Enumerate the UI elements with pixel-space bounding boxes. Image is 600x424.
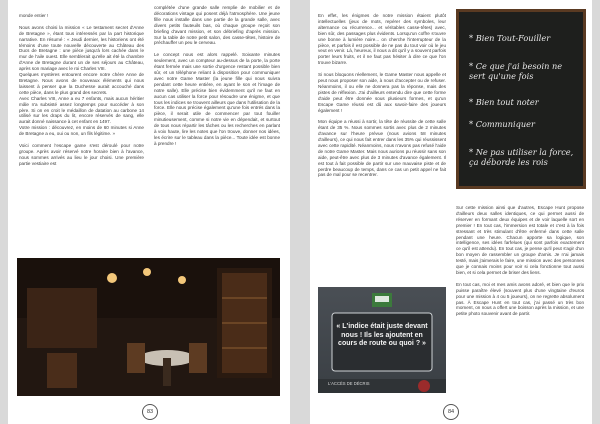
chalk-line: * Ce que j'ai besoin ne sert qu'une fois xyxy=(469,61,563,81)
right-column-1: En effet, les énigmes de notre mission étaient plutôt intellectuelles (jeux de mots, repérer des symboles, leur alternance ou récurrence... et véritables casse-têtes) avec, bien sûr, des passages plus évidents. Lorsqu'un coffre s'ouvre une bonne à lumière noire... on cherche l'interrupteur de la pièce, et parfois il est possible de ne pas du tout voir où le jeu veut en venir. Là, heureux, il nous a dit qu'il y a souvent parfois porter leurs fruits, et il ne faut pas hésiter à dire ce que l'on trouve bizarre. Si nous bloquons réellement, le Game Master nous appelle et peut nous proposer son aide, à nous d'accepter ou de refuser. Néanmoins, il ou elle ne donnera pas la réponse, mais des pistes de réflexion. J'ai d'ailleurs entendu dire que cette forme d'aide peut être donnée sous plusieurs formes, et qu'un Escape Game réussi est dû aux savoir-faire des joueurs également ! Mon équipe a réussi à sortir, la tête de réussite de cette salle étant de 35 %. Nous sommes sortis avec plus de 2 minutes d'avance sur l'heure prévue (nous avions 58 minutes d'ailleurs), ce qui nous fait entrer dans les 35% qui réussissent avec cette rapidité. Néanmoins, nous n'avons pas refusé l'aide de notre Game Master. Mais nous aurions pu réussir sans son aide, peut-être avec plus de 3 minutes d'avance également. Il est tout à fait possible de partir sur une mauvaise piste et de perdre beaucoup de temps, dans ce cas un petit appel ne fait pas de mal pour se recentrer. xyxy=(318,13,446,178)
chalk-line: * Ne pas utiliser la force, ça déborde les rois xyxy=(469,147,574,167)
left-column-2: complétée d'une grande salle remplie de mobilier et de décorations vintage qui posent déjà l'atmosphère. Une jeune fille nous installe dans une partie de la grande salle, avec divers petits fauteuils bas, où chaque groupe reçoit son briefing d'avant mission, et son débriefing d'après mission. Sur la table de notre petit salon, des casse-têtes, histoire de préchauffer un peu le cerveau. Le concept nous est alors rappelé. Soixante minutes seulement, avec un compteur au-dessus de la porte, la porte étant fermée mais une sortie d'urgence restant possible bien sûr, et un téléphone reliant à disposition pour communiquer avec notre Game Master (la jeune fille qui nous suivra pendant cette heure entière, en ayant le son et l'image de notre salle). Elle précise bien évidemment qu'il ne faut en aucun cas utiliser la force pour résoudre une énigme, et que tous les indices se trouvent ailleurs que dans l'utilisation de la force. Elle nous précise également qu'une fois entrés dans la pièce, il serait utile de commencer par tout fouiller minutieusement, comme si notre vie en dépendait, et surtout de tous nous répartir les tâches ou les recherches en parlant à voix haute, lire les notes que l'on trouve, donner nos idées, les écrire sur le tableau dans la pièce... Toute idée est bonne à prendre ! xyxy=(154,5,280,146)
chalk-line: * Communiquer xyxy=(469,119,535,129)
sign-caption: L'ACCÈS DE DÉCRIS xyxy=(328,381,370,386)
bar-interior-photo xyxy=(17,258,280,396)
left-page xyxy=(8,0,290,424)
chalkboard-photo xyxy=(456,9,586,189)
bar-interior-illustration xyxy=(17,258,280,396)
road-sign-photo xyxy=(318,287,446,393)
left-column-1: monde entier ! Nous avons choisi la mission « Le testament secret d'Anne de Bretagne », étant tous intéressés par la part historique narrative. En résumé : « Jeudi dernier, les historiens ont été témoins d'une toute nouvelle découverte au Château des Ducs de Bretagne : une pièce jusqu'à lors cachée dans le mur de l'aile ouest. Elle semblerait qu'elle ait été la chambre d'Anne de Bretagne durant un de ses séjours au Château, après son mariage avec le roi Charles VIII. Quelques mystères entourent encore notre chère Anne de Bretagne. Nous avons de nouveaux éléments qui nous laissent à penser que la Duchesse aurait accouché dans cette pièce, dans le plus grand des secrets. Avec Charles VIII, Anne a eu 7 enfants, mais aucun héritier mâle n'a subsisté assez longtemps pour succéder à son père. Si on en croit le médaillon de datation au carbone 14 utilisé sur les draps du lit, encore réservés de sang, elle aurait donné naissance à cet enfant en 1497. Votre mission : découvrez, en moins de 60 minutes si Anne de Bretagne a eu, oui ou non, un fils légitime. » Voici comment l'escape game s'est déroulé pour notre groupe. Après avoir réservé notre horaire bien à l'avance, nous sommes arrivés au lieu le jour choisi. Une première partie vestiaire est xyxy=(19,13,144,166)
right-page xyxy=(310,0,592,424)
right-column-2: Sur cette mission ainsi que d'autres, Escape Hunt propose d'ailleurs deux salles identiques, ce qui permet aussi de réserver en formant deux équipes et de voir laquelle sort en premier ! En tout cas, l'immersion est totale et c'est à la fois stressant et très stimulant d'être enfermé dans cette salle pendant une heure. Chacun apporte sa logique, son intelligence, ses idées farfelues (qui sont parfois exactement ce qu'il est attendu). En tout cas, je pense qu'il peut s'agir d'un bon moyen de rassembler un groupe d'amis. Je n'ai jamais testé, mais j'aimerais le faire, une mission avec des personnes que je connais moins pour voir si cela fonctionne tout aussi bien, et si cela permet de briser des liens. En tout cas, moi et mes amis avons adoré, et bien que le prix puisse paraître élevé (souvent plus d'une vingtaine d'euros pour une mission à 4 ou 5 joueurs), on ne regrette absolument pas. À Escape Hunt en tout cas, j'ai passé un très bon moment, on nous a offert une boisson après la mission, et une petite photo souvenir avant de partir. xyxy=(456,205,584,317)
page-number-right: 84 xyxy=(443,404,459,420)
sign-quote: « L'indice était juste devant nous ! Ils les ajoutent en cours de route ou quoi ? » xyxy=(336,323,428,348)
page-number-left: 83 xyxy=(142,404,158,420)
chalk-line: * Bien Tout-Fouiller xyxy=(469,33,551,43)
chalk-line: * Bien tout noter xyxy=(469,97,539,107)
